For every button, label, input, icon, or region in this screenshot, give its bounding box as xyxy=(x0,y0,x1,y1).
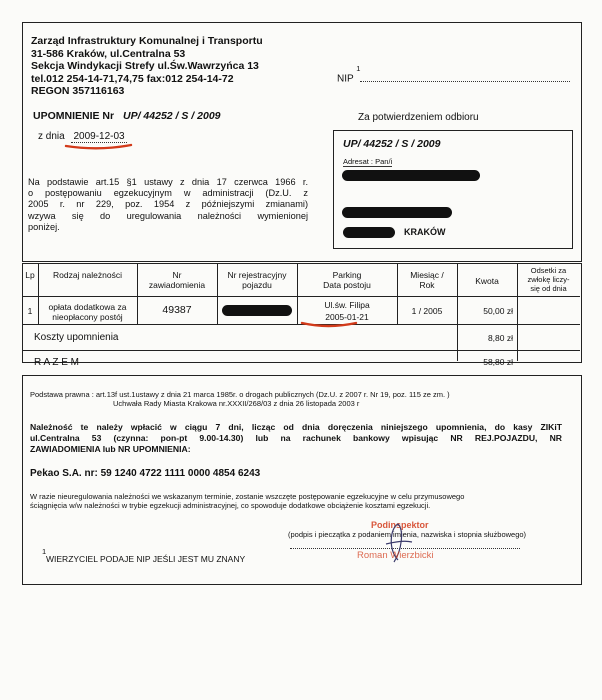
header-rej-line: Nr rejestracyjny xyxy=(227,270,287,280)
row-date: 2005-01-21 xyxy=(325,312,369,322)
header-nr-line: zawiadomienia xyxy=(148,280,206,290)
header-odsetki xyxy=(517,266,580,293)
addressee-number: UP/ 44252 / S / 2009 xyxy=(343,138,441,150)
body-text-line: Na podstawie art.15 §1 ustawy z dnia 17 czerwca 1966 r. xyxy=(28,177,308,187)
payment-line: ul.Centralna 53 (czynna: pon-pt 9.00-14.30) lub na rachunek bankowy wpisując NR REJ.POJAZDU, NR xyxy=(30,432,562,443)
stamp-name: Roman Wierzbicki xyxy=(357,550,434,561)
nip-footnote-mark: 1 xyxy=(356,64,361,73)
body-text-line: o postępowaniu egzekucyjnym w administracji (Dz.U. z xyxy=(28,188,308,199)
notice-title-prefix: UPOMNIENIE Nr xyxy=(33,110,115,122)
row-rodzaj-line: nieopłacony postój xyxy=(52,312,123,322)
sender-block xyxy=(31,35,331,98)
header-mies-line: Rok xyxy=(419,280,435,290)
redacted-postcode xyxy=(343,227,395,238)
sender-line: Sekcja Windykacji Strefy ul.Św.Wawrzyńca 13 xyxy=(31,60,259,72)
sender-line: Zarząd Infrastruktury Komunalnej i Transportu xyxy=(31,35,263,47)
sender-line: REGON 357116163 xyxy=(31,85,125,97)
redacted-name xyxy=(342,170,480,181)
signature-caption: (podpis i pieczątka z podaniem imienia, nazwiska i stopnia służbowego) xyxy=(288,530,527,539)
body-text-line: wzywa się do uregulowania należności wymienionej xyxy=(28,210,308,221)
enforcement-warning xyxy=(30,492,575,510)
date-value: 2009-12-03 xyxy=(73,131,125,142)
header-nr xyxy=(137,270,217,290)
sender-line: tel.012 254-14-71,74,75 fax:012 254-14-72 xyxy=(31,72,234,85)
body-text xyxy=(28,177,308,233)
header-rodzaj: Rodzaj należności xyxy=(53,270,122,280)
total-label: R A Z E M xyxy=(34,357,80,368)
sender-line: 31-586 Kraków, ul.Centralna 53 xyxy=(31,47,186,60)
header-park-line: Data postoju xyxy=(323,280,371,290)
header-miesiac xyxy=(397,270,457,290)
row-rodzaj-line: opłata dodatkowa za xyxy=(48,302,127,312)
row-lp: 1 xyxy=(27,306,33,316)
addressee-city: KRAKÓW xyxy=(404,227,446,237)
payment-line: Należność te należy wpłacić w ciągu 7 dni, licząc od dnia doręczenia niniejszego upomnienia, do kasy ZIKiT xyxy=(30,422,562,432)
body-text-line: poniżej. xyxy=(28,221,60,232)
header-ods-line: Odsetki za xyxy=(530,266,567,275)
table-row-divider xyxy=(22,296,580,297)
notice-title xyxy=(33,110,221,122)
red-underline-date xyxy=(64,141,134,151)
header-parking xyxy=(297,270,397,290)
row-street: Ul.św. Filipa xyxy=(324,300,370,310)
body-text-line: 2005 r. nr 229, poz. 1954 z późniejszymi zmianami) xyxy=(28,199,308,210)
header-kwota: Kwota xyxy=(475,276,499,286)
redacted-plate xyxy=(222,305,292,316)
header-park-line: Parking xyxy=(332,270,362,280)
costs-amount: 8,80 zł xyxy=(487,333,513,343)
footer-note: WIERZYCIEL PODAJE NIP JEŚLI JEST MU ZNANY xyxy=(46,554,246,564)
table-row-divider xyxy=(22,350,580,351)
warning-line: W razie nieuregulowania należności we wskazanym terminie, zostanie wszczęte postępowanie egzekucyjne w celu przymusowego xyxy=(30,492,465,501)
legal-basis-line: Podstawa prawna : art.13f ust.1ustawy z dnia 21 marca 1985r. o drogach publicznych (Dz.U. z 2007 r. Nr 19, poz. 115 ze zm. ) xyxy=(30,390,450,399)
header-ods-line: się od dnia xyxy=(530,284,567,293)
red-underline-parking-date xyxy=(300,320,360,330)
header-mies-line: Miesiąc / xyxy=(410,270,444,280)
nip-label: NIP xyxy=(337,73,354,85)
payment-instructions xyxy=(30,422,562,454)
row-rodzaj xyxy=(38,302,137,322)
costs-label: Koszty upomnienia xyxy=(34,332,119,343)
header-lp: Lp xyxy=(25,270,35,280)
header-nr-line: Nr xyxy=(172,270,182,280)
legal-basis-line: Uchwała Rady Miasta Krakowa nr.XXXII/268/03 z dnia 26 listopada 2003 r xyxy=(113,399,360,408)
total-amount: 58,80 zł xyxy=(483,357,513,367)
payment-line: ZAWIADOMIENIA lub NR UPOMNIENIA: xyxy=(30,443,191,454)
nip-field xyxy=(337,64,361,85)
addressee-label: Adresat : Pan/i xyxy=(343,157,393,166)
nip-line xyxy=(360,81,570,82)
header-rej-line: pojazdu xyxy=(242,280,272,290)
confirmation-note: Za potwierdzeniem odbioru xyxy=(358,112,479,123)
header-rejestracja xyxy=(217,270,297,290)
date-label: z dnia xyxy=(38,131,65,142)
warning-line: ściągnięcia w/w należności w trybie egzekucji administracyjnej, co spowoduje dodatkowe obciążenie kosztami egzekucji. xyxy=(30,501,431,510)
stamp-title: Podinspektor xyxy=(371,520,429,530)
bank-account: Pekao S.A. nr: 59 1240 4722 1111 0000 4854 6243 xyxy=(30,468,261,479)
row-nr: 49387 xyxy=(162,304,192,316)
notice-number: UP/ 44252 / S / 2009 xyxy=(123,110,221,122)
row-amount: 50,00 zł xyxy=(483,306,513,316)
row-parking xyxy=(297,300,397,322)
legal-basis xyxy=(30,390,575,408)
header-ods-line: zwłokę liczy- xyxy=(527,275,570,284)
footer-footnote-mark: 1 xyxy=(42,547,47,556)
redacted-street xyxy=(342,207,452,218)
row-month: 1 / 2005 xyxy=(411,306,443,316)
